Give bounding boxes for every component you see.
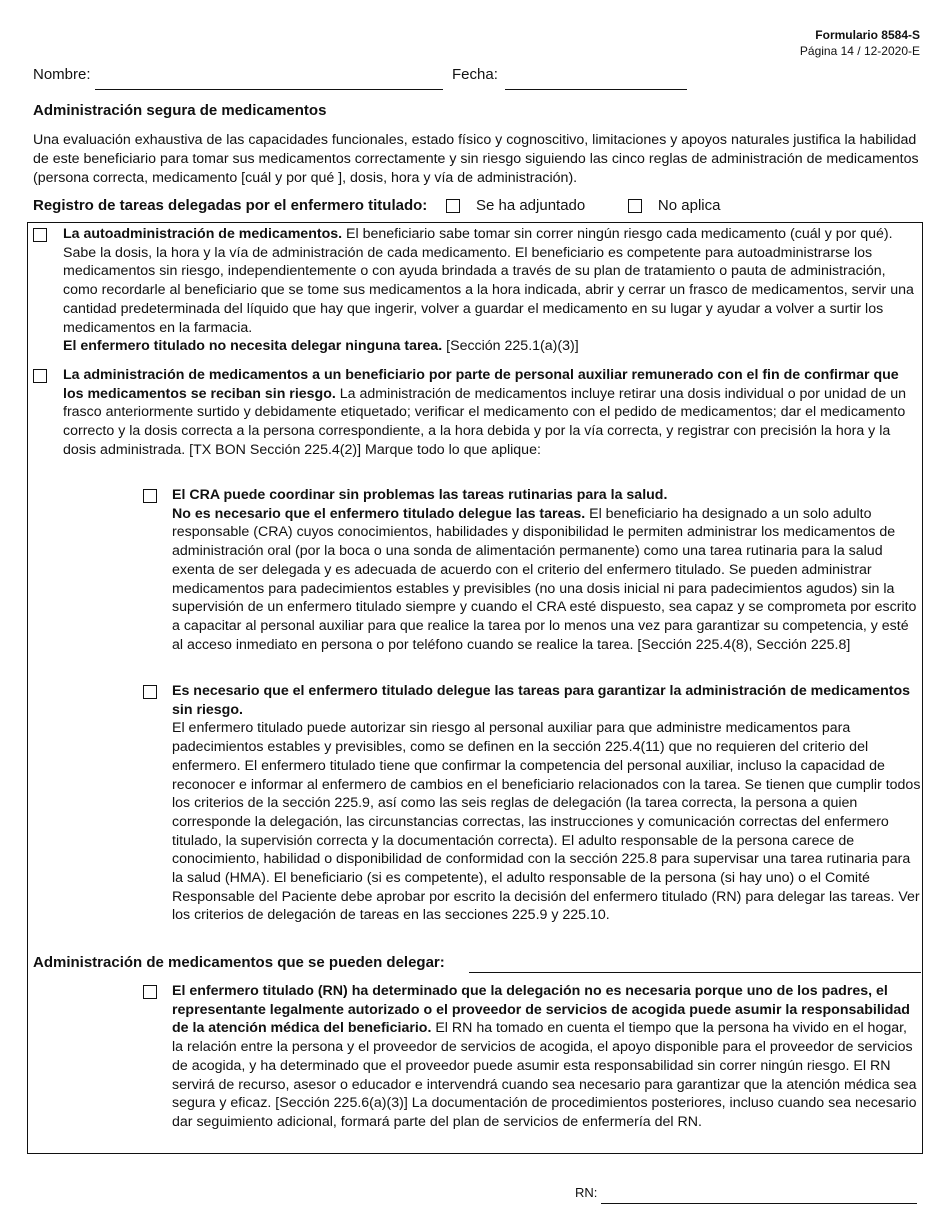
cra-body: El beneficiario ha designado a un solo adulto responsable (CRA) cuyos conocimientos, habilidades y disponibilidad le permiten administrar los medicamentos de administración oral (por la boca o una sonda de alimentación permanente) como una tarea rutinaria para la salud exenta de ser delegada y es adecuada de acuerdo con el criterio del enfermero titulado. Se pueden administrar medicamentos para padecimientos estables y previsibles (no una dosis inicial ni para padecimientos agudos) sin la supervisión de un enfermero titulado siempre y cuando el CRA esté dispuesto, sea capaz y se comprometa por escrito a capacitar al personal auxiliar para que realice la tarea por lo menos una vez para garantizar su competencia, y esté al acceso inmediato en persona o por teléfono cuando se realice la tarea. [Sección 225.4(8), Sección 225.8] xyxy=(172,505,917,653)
cra-checkbox[interactable] xyxy=(143,489,157,503)
section-title: Administración segura de medicamentos xyxy=(33,102,327,119)
name-field[interactable] xyxy=(95,89,443,90)
rn-delegate-checkbox[interactable] xyxy=(143,685,157,699)
self-administration-checkbox[interactable] xyxy=(33,228,47,242)
paid-aide-text xyxy=(63,366,919,460)
page-info: Página 14 / 12-2020-E xyxy=(799,44,920,58)
self-administration-text xyxy=(63,225,919,356)
self-administration-heading: La autoadministración de medicamentos. xyxy=(63,226,343,242)
not-applicable-option-label: No aplica xyxy=(657,197,721,214)
paid-aide-body: La administración de medicamentos incluye retirar una dosis individual o por unidad de un frasco anteriormente surtido y debidamente etiquetado; verificar el medicamento con el pedido de medicamentos; dar el medicamento correcto y la dosis correcta a la persona correspondiente, a la hora debida y por la vía correcta, y registrar con precisión la hora y la dosis administrada. [TX BON Sección 225.4(2)] Marque todo lo que aplique: xyxy=(63,385,907,458)
self-administration-body: El beneficiario sabe tomar sin correr ningún riesgo cada medicamento (cuál y por qué). Sabe la dosis, la hora y la vía de administración de cada medicamento. El beneficiario es competente para autoadministrarse los medicamentos sin riesgo, independientemente o con ayuda brindada a través de su plan de tratamiento o pauta de administración, como recordarle al beneficiario que se tome sus medicamentos a la hora indicada, abrir y cerrar un frasco de medicamentos, servir una cantidad predeterminada del líquido que hay que ingerir, volver a guardar el medicamento en su lugar y ayudar a volver a surtir los medicamentos en la farmacia. xyxy=(63,226,914,336)
rn-delegate-text xyxy=(172,682,921,925)
delegable-row xyxy=(33,954,921,976)
form-id: Formulario 8584-S xyxy=(815,28,920,42)
delegated-tasks-row xyxy=(33,197,921,219)
parent-responsibility-body: El RN ha tomado en cuenta el tiempo que la persona ha vivido en el hogar, la relación entre la persona y el proveedor de servicios de acogida, el apoyo disponible para el proveedor de servicios de acogida, y ha determinado que el proveedor puede asumir esta responsabilidad sin correr ningún riesgo. El RN servirá de recurso, asesor o educador e intervendrá cuando sea necesario para garantizar que la atención médica sea segura y eficaz. [Sección 225.6(a)(3)] La documentación de procedimientos posteriores, incluso cuando sea necesario dar seguimiento adicional, formará parte del plan de servicios de enfermería del RN. xyxy=(172,1020,917,1130)
parent-responsibility-checkbox[interactable] xyxy=(143,985,157,999)
self-administration-reference: [Sección 225.1(a)(3)] xyxy=(442,338,579,355)
paid-aide-checkbox[interactable] xyxy=(33,369,47,383)
cra-heading: El CRA puede coordinar sin problemas las tareas rutinarias para la salud. xyxy=(172,487,668,503)
name-label: Nombre: xyxy=(33,66,91,83)
cra-subheading: No es necesario que el enfermero titulado delegue las tareas. xyxy=(172,505,586,522)
rn-signature-field[interactable] xyxy=(601,1203,917,1204)
delegable-field[interactable] xyxy=(469,972,921,973)
date-label: Fecha: xyxy=(452,66,498,83)
rn-label: RN: xyxy=(575,1185,598,1200)
attached-option-label: Se ha adjuntado xyxy=(475,197,586,214)
rn-signature-row xyxy=(575,1185,920,1200)
self-administration-note: El enfermero titulado no necesita delegar ninguna tarea. xyxy=(63,338,443,355)
intro-paragraph: Una evaluación exhaustiva de las capacidades funcionales, estado físico y cognoscitivo, limitaciones y apoyos naturales justifica la habilidad de este beneficiario para tomar sus medicamentos correctamente y sin riesgo siguiendo las cinco reglas de administración de medicamentos (persona correcta, medicamento [cuál y por qué ], dosis, hora y vía de administración). xyxy=(33,132,919,186)
cra-text xyxy=(172,486,921,654)
attached-checkbox[interactable] xyxy=(446,199,460,213)
parent-responsibility-heading: El enfermero titulado (RN) ha determinado que la delegación no es necesaria porque uno de los padres, el representante legalmente autorizado o el proveedor de servicios de acogida puede asumir la responsabilidad de la atención médica del beneficiario. xyxy=(172,983,910,1037)
delegable-label: Administración de medicamentos que se pueden delegar: xyxy=(33,954,445,971)
parent-responsibility-text xyxy=(172,982,921,1132)
rn-delegate-heading: Es necesario que el enfermero titulado delegue las tareas para garantizar la administración de medicamentos sin riesgo. xyxy=(172,683,911,718)
form-header xyxy=(800,27,920,59)
not-applicable-checkbox[interactable] xyxy=(628,199,642,213)
date-field[interactable] xyxy=(505,89,687,90)
rn-delegate-body: El enfermero titulado puede autorizar sin riesgo al personal auxiliar para que administre medicamentos para padecimientos estables y previsibles, como se definen en la sección 225.4(11) que no requieren del criterio del enfermero. El enfermero titulado tiene que confirmar la competencia del personal auxiliar, incluso la capacidad de reconocer e informar al enfermero de cambios en el beneficiario relacionados con la tarea. Se tienen que cumplir todos los criterios de la sección 225.9, así como las seis reglas de delegación (la tarea correcta, la persona a quien corresponde la delegación, las circunstancias correctas, las instrucciones y comunicación correctas del enfermero titulado, la supervisión correcta y la documentación correcta). El adulto responsable de la persona carece de conocimiento, habilidad o disponibilidad de conformidad con la sección 225.8 para supervisar una tarea rutinaria para la salud (HMA). El beneficiario (si es competente), el adulto responsable de la persona (si hay uno) o el Comité Responsable del Paciente debe aprobar por escrito la decisión del enfermero titulado (RN) para delegar las tareas. Ver los criterios de delegación de tareas en las secciones 225.9 y 225.10. xyxy=(172,720,921,924)
paid-aide-heading: La administración de medicamentos a un beneficiario por parte de personal auxiliar remunerado con el fin de confirmar que los medicamentos se reciban sin riesgo. xyxy=(63,367,899,402)
delegated-tasks-label: Registro de tareas delegadas por el enfermero titulado: xyxy=(33,197,428,214)
name-date-row xyxy=(33,64,923,92)
